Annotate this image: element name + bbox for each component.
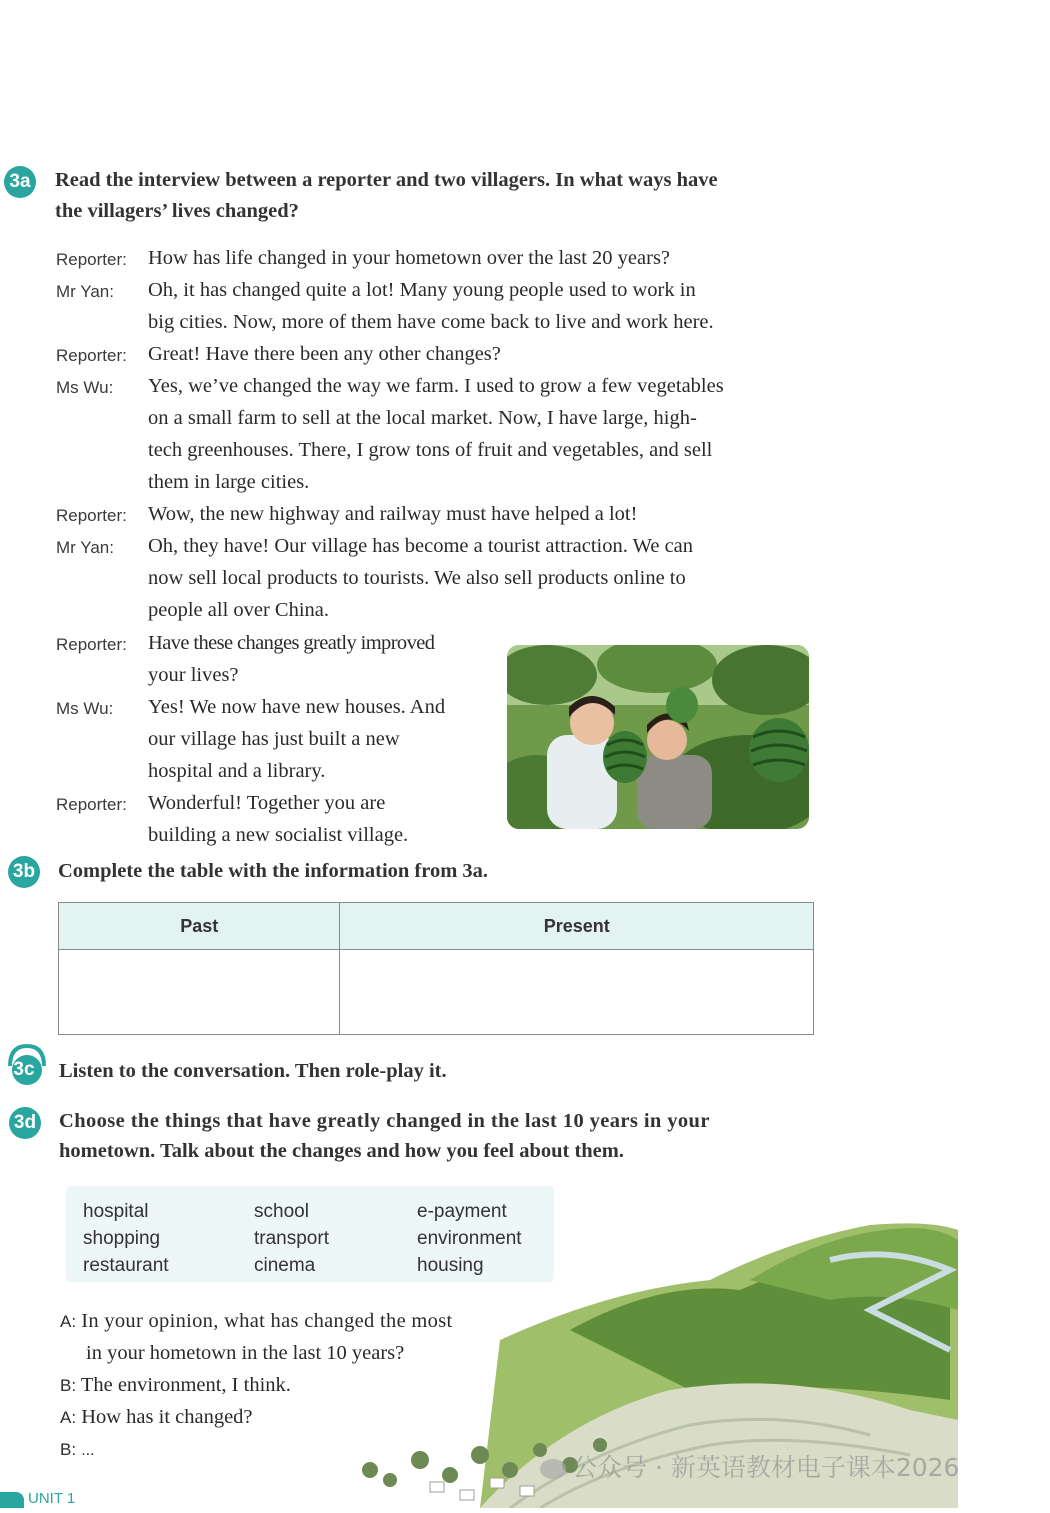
interview-line xyxy=(56,306,816,339)
interview-line xyxy=(56,659,496,692)
line-text: How has life changed in your hometown over the last 20 years? xyxy=(148,247,671,269)
interview-line xyxy=(56,691,496,724)
interview-line xyxy=(56,274,816,307)
dialogue-line xyxy=(60,1433,95,1467)
section-3b-heading: Complete the table with the information from 3a. xyxy=(58,860,489,882)
present-answer-cell[interactable] xyxy=(340,950,814,1035)
table-row xyxy=(59,950,814,1035)
dialogue-speaker: B: xyxy=(60,1440,77,1459)
past-present-table xyxy=(58,902,814,1035)
word-option: restaurant xyxy=(83,1255,169,1276)
line-text: people all over China. xyxy=(148,599,330,621)
word-option: hospital xyxy=(83,1201,149,1222)
dialogue-speaker: B: xyxy=(60,1376,77,1395)
interview-line xyxy=(56,819,496,852)
word-option: e-payment xyxy=(417,1201,507,1222)
footer xyxy=(0,1486,120,1508)
interview-line xyxy=(56,562,816,595)
section-3d-badge: 3d xyxy=(9,1107,41,1139)
interview-line xyxy=(56,755,496,788)
interview-line xyxy=(56,402,816,435)
interview-line xyxy=(56,466,816,499)
dialogue-text: The environment, I think. xyxy=(80,1374,291,1396)
word-option: cinema xyxy=(254,1255,316,1276)
dialogue-text: in your hometown in the last 10 years? xyxy=(86,1342,405,1364)
speaker-label: Reporter: xyxy=(56,795,127,814)
speaker-label: Ms Wu: xyxy=(56,699,114,718)
line-text: Yes! We now have new houses. And xyxy=(148,696,446,718)
line-text: our village has just built a new xyxy=(148,728,400,750)
word-option: transport xyxy=(254,1228,329,1249)
line-text: Great! Have there been any other changes? xyxy=(148,343,501,365)
word-option: environment xyxy=(417,1228,522,1249)
section-3b-badge: 3b xyxy=(8,856,40,888)
speaker-label: Reporter: xyxy=(56,635,127,654)
greenhouse-photo-illustration xyxy=(507,645,809,829)
line-text: Oh, they have! Our village has become a tourist attraction. We can xyxy=(148,535,694,557)
section-3d-heading-line2: hometown. Talk about the changes and how you feel about them. xyxy=(59,1140,624,1162)
line-text: Oh, it has changed quite a lot! Many young people used to work in xyxy=(148,279,696,301)
word-option: shopping xyxy=(83,1228,161,1249)
line-text: tech greenhouses. There, I grow tons of fruit and vegetables, and sell xyxy=(148,439,713,461)
dialogue-text: How has it changed? xyxy=(81,1406,253,1428)
interview-line xyxy=(56,498,816,531)
line-text: building a new socialist village. xyxy=(148,824,409,846)
dialogue-text: ... xyxy=(81,1442,95,1459)
dialogue-line xyxy=(60,1305,452,1338)
table-header-past: Past xyxy=(59,903,340,950)
interview-line xyxy=(56,627,496,660)
interview-line xyxy=(56,434,816,467)
watermark-text: 公众号 · 新英语教材电子课本2026 xyxy=(572,1453,960,1482)
unit-marker xyxy=(0,1492,24,1508)
dialogue-line xyxy=(60,1401,253,1434)
line-text: Wow, the new highway and railway must have helped a lot! xyxy=(148,503,638,525)
speaker-label: Mr Yan: xyxy=(56,282,114,301)
interview-line xyxy=(56,530,816,563)
interview-line xyxy=(56,370,816,403)
line-text: them in large cities. xyxy=(148,471,310,493)
section-3c-badge: 3c xyxy=(13,1059,35,1080)
line-text: now sell local products to tourists. We also sell products online to xyxy=(148,567,686,589)
section-3a-heading-line1: Read the interview between a reporter and two villagers. In what ways have xyxy=(55,169,718,191)
speaker-label: Reporter: xyxy=(56,346,127,365)
speaker-label: Reporter: xyxy=(56,506,127,525)
greenhouse-photo xyxy=(507,645,809,829)
dialogue-speaker: A: xyxy=(60,1312,77,1331)
speaker-label: Mr Yan: xyxy=(56,538,114,557)
interview-line xyxy=(56,242,816,275)
section-3d-heading-line1: Choose the things that have greatly changed in the last 10 years in your xyxy=(59,1110,710,1132)
unit-label: UNIT 1 xyxy=(28,1490,76,1507)
line-text: Wonderful! Together you are xyxy=(148,792,386,814)
line-text: your lives? xyxy=(148,664,239,686)
interview-line xyxy=(56,338,816,371)
section-3a-heading-line2: the villagers’ lives changed? xyxy=(55,200,299,222)
dialogue-text: In your opinion, what has changed the most xyxy=(81,1310,453,1332)
line-text: big cities. Now, more of them have come back to live and work here. xyxy=(148,311,714,333)
speaker-label: Reporter: xyxy=(56,250,127,269)
dialogue-line xyxy=(86,1337,404,1369)
watermark xyxy=(540,1448,959,1484)
dialogue-line xyxy=(60,1369,291,1402)
past-answer-cell[interactable] xyxy=(59,950,340,1035)
section-3c-heading: Listen to the conversation. Then role-play it. xyxy=(59,1060,447,1082)
dialogue-speaker: A: xyxy=(60,1408,77,1427)
wechat-icon xyxy=(540,1459,566,1479)
line-text: Yes, we’ve changed the way we farm. I used to grow a few vegetables xyxy=(148,375,724,397)
line-text: Have these changes greatly improved xyxy=(148,632,435,654)
interview-line xyxy=(56,594,816,627)
word-option: school xyxy=(254,1201,309,1222)
line-text: hospital and a library. xyxy=(148,760,326,782)
line-text: on a small farm to sell at the local market. Now, I have large, high- xyxy=(148,407,697,429)
table-header-row xyxy=(59,903,814,950)
speaker-label: Ms Wu: xyxy=(56,378,114,397)
interview-line xyxy=(56,723,496,756)
interview-line xyxy=(56,787,496,820)
word-option: housing xyxy=(417,1255,484,1276)
table-header-present: Present xyxy=(340,903,814,950)
section-3a-badge: 3a xyxy=(4,166,36,198)
